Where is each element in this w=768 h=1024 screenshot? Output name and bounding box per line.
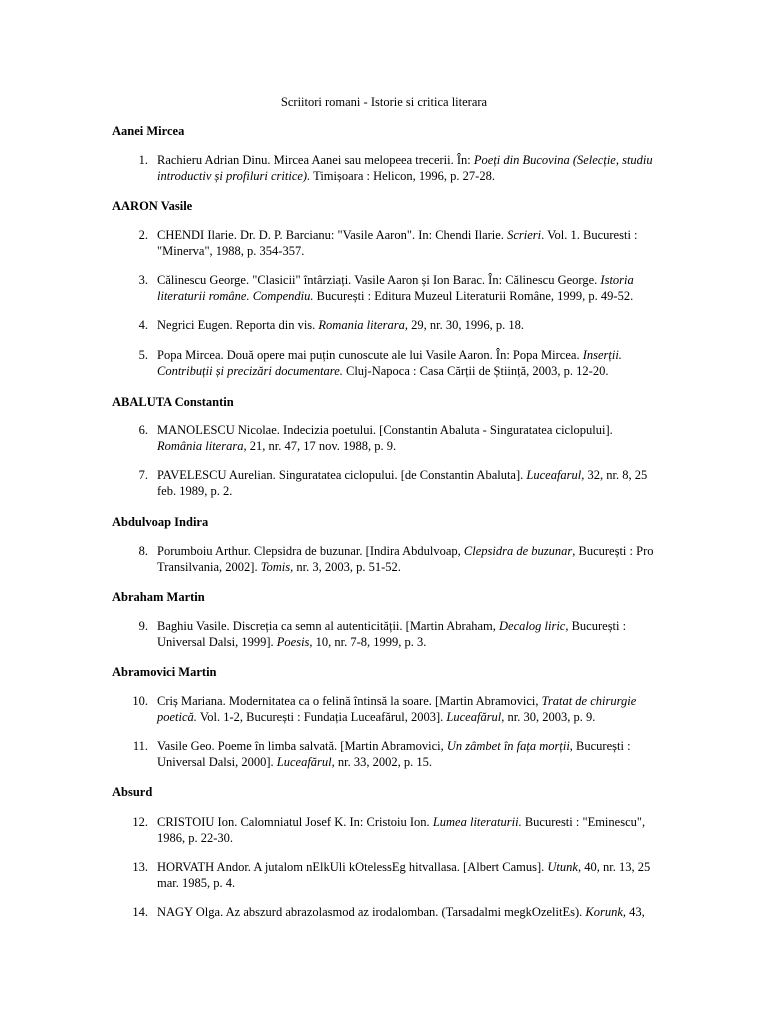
citation-text: PAVELESCU Aurelian. Singuratatea ciclopului. [de Constantin Abaluta]. [157, 468, 527, 482]
citation-text: 10, nr. 7-8, 1999, p. 3. [312, 635, 427, 649]
citation-text: 43, [626, 905, 645, 919]
citation-text: Bucuresti : "Eminescu", 1986, p. 22-30. [157, 815, 646, 845]
entry-citation [157, 422, 657, 454]
citation-title: Poeți din Bucovina (Selecție, studiu introductiv și profiluri critice). [157, 153, 653, 183]
citation-title: Tratat de chirurgie poetică. [157, 694, 637, 724]
document-title: Scriitori romani - Istorie si critica literara [280, 95, 488, 109]
citation-text: Porumboiu Arthur. Clepsidra de buzunar. [Indira Abdulvoap, [157, 544, 464, 558]
citation-text: București : Editura Muzeul Literaturii Române, 1999, p. 49-52. [313, 289, 634, 303]
citation-text: 21, nr. 47, 17 nov. 1988, p. 9. [246, 439, 397, 453]
citation-text: Timișoara : Helicon, 1996, p. 27-28. [310, 169, 495, 183]
citation-text: CHENDI Ilarie. Dr. D. P. Barcianu: "Vasile Aaron". In: Chendi Ilarie. [157, 228, 508, 242]
citation-text: Criș Mariana. Modernitatea ca o felină întinsă la soare. [Martin Abramovici, [157, 694, 542, 708]
entry-number: 3. [138, 273, 148, 287]
citation-title: Clepsidra de buzunar [463, 544, 573, 558]
citation-title: Poesis, [276, 635, 313, 649]
entry-number: 13. [132, 860, 148, 874]
entry-citation [157, 272, 657, 304]
author-heading: Aanei Mircea [112, 124, 185, 138]
citation-text: Rachieru Adrian Dinu. Mircea Aanei sau melopeea trecerii. În: [157, 153, 474, 167]
citation-text: 40, nr. 13, 25 mar. 1985, p. 4. [157, 860, 651, 890]
citation-text: CRISTOIU Ion. Calomniatul Josef K. In: Cristoiu Ion. [157, 815, 433, 829]
citation-text: nr. 30, 2003, p. 9. [504, 710, 596, 724]
citation-title: Inserții. Contribuții și precizări documentare. [157, 348, 622, 378]
entry-citation [157, 904, 657, 920]
entry-number: 7. [138, 468, 148, 482]
entry-number: 1. [138, 153, 148, 167]
citation-title: Istoria literaturii române. Compendiu. [157, 273, 634, 303]
citation-title: România literara, [157, 439, 247, 453]
citation-text: , București : Pro Transilvania, 2002]. [157, 544, 654, 574]
citation-title: Scrieri [507, 228, 542, 242]
entry-number: 10. [132, 694, 148, 708]
citation-text: Vol. 1-2, București : Fundația Luceafărul, 2003]. [196, 710, 447, 724]
author-heading: Absurd [112, 785, 153, 799]
entry-number: 8. [138, 544, 148, 558]
entry-number: 5. [138, 348, 148, 362]
citation-text: Călinescu George. "Clasicii" întârziați. Vasile Aaron și Ion Barac. În: Călinescu George. [157, 273, 601, 287]
citation-title: Lumea literaturii. [432, 815, 522, 829]
citation-text: 32, nr. 8, 25 feb. 1989, p. 2. [157, 468, 648, 498]
citation-title: Decalog liric, [499, 619, 569, 633]
entry-citation [157, 227, 657, 259]
entry-number: 6. [138, 423, 148, 437]
entry-number: 11. [132, 739, 148, 753]
citation-text: NAGY Olga. Az abszurd abrazolasmod az irodalomban. (Tarsadalmi megkOzelitEs). [157, 905, 586, 919]
entry-citation [157, 859, 657, 891]
citation-text: . Vol. 1. Bucuresti : "Minerva", 1988, p. 354-357. [157, 228, 638, 258]
entry-citation [157, 543, 657, 575]
citation-title: Tomis, [260, 560, 294, 574]
author-heading: Abraham Martin [112, 590, 205, 604]
entry-citation [157, 317, 657, 333]
citation-text: București : Universal Dalsi, 1999]. [157, 619, 627, 649]
citation-text: 29, nr. 30, 1996, p. 18. [408, 318, 524, 332]
citation-text: Vasile Geo. Poeme în limba salvată. [Martin Abramovici, [157, 739, 447, 753]
author-heading: AARON Vasile [112, 199, 193, 213]
entry-citation [157, 152, 657, 184]
citation-title: Utunk, [547, 860, 582, 874]
citation-text: nr. 3, 2003, p. 51-52. [293, 560, 401, 574]
entry-citation [157, 814, 657, 846]
entry-citation [157, 738, 657, 770]
citation-title: Romania literara, [318, 318, 409, 332]
entry-number: 12. [132, 815, 148, 829]
citation-text: , București : Universal Dalsi, 2000]. [157, 739, 631, 769]
citation-title: Luceafărul, [276, 755, 335, 769]
citation-text: nr. 33, 2002, p. 15. [334, 755, 432, 769]
citation-title: Luceafărul, [446, 710, 505, 724]
author-heading: ABALUTA Constantin [112, 395, 234, 409]
entry-citation [157, 347, 657, 379]
citation-title: Luceafarul, [526, 468, 585, 482]
entry-number: 14. [132, 905, 148, 919]
citation-title: Un zâmbet în fața morții [446, 739, 570, 753]
citation-text: Popa Mircea. Două opere mai puțin cunoscute ale lui Vasile Aaron. În: Popa Mircea. [157, 348, 583, 362]
citation-text: Negrici Eugen. Reporta din vis. [157, 318, 319, 332]
entry-number: 4. [138, 318, 148, 332]
citation-title: Korunk, [585, 905, 627, 919]
citation-text: Cluj-Napoca : Casa Cărții de Știință, 2003, p. 12-20. [342, 364, 609, 378]
entry-number: 9. [138, 619, 148, 633]
citation-text: HORVATH Andor. A jutalom nElkUli kOtelessEg hitvallasa. [Albert Camus]. [157, 860, 548, 874]
author-heading: Abramovici Martin [112, 665, 217, 679]
entry-number: 2. [138, 228, 148, 242]
citation-text: Baghiu Vasile. Discreția ca semn al autenticității. [Martin Abraham, [157, 619, 500, 633]
entry-citation [157, 467, 657, 499]
citation-text: MANOLESCU Nicolae. Indecizia poetului. [Constantin Abaluta - Singuratatea ciclopului]. [157, 423, 613, 437]
entry-citation [157, 618, 657, 650]
entry-citation [157, 693, 657, 725]
author-heading: Abdulvoap Indira [112, 515, 209, 529]
